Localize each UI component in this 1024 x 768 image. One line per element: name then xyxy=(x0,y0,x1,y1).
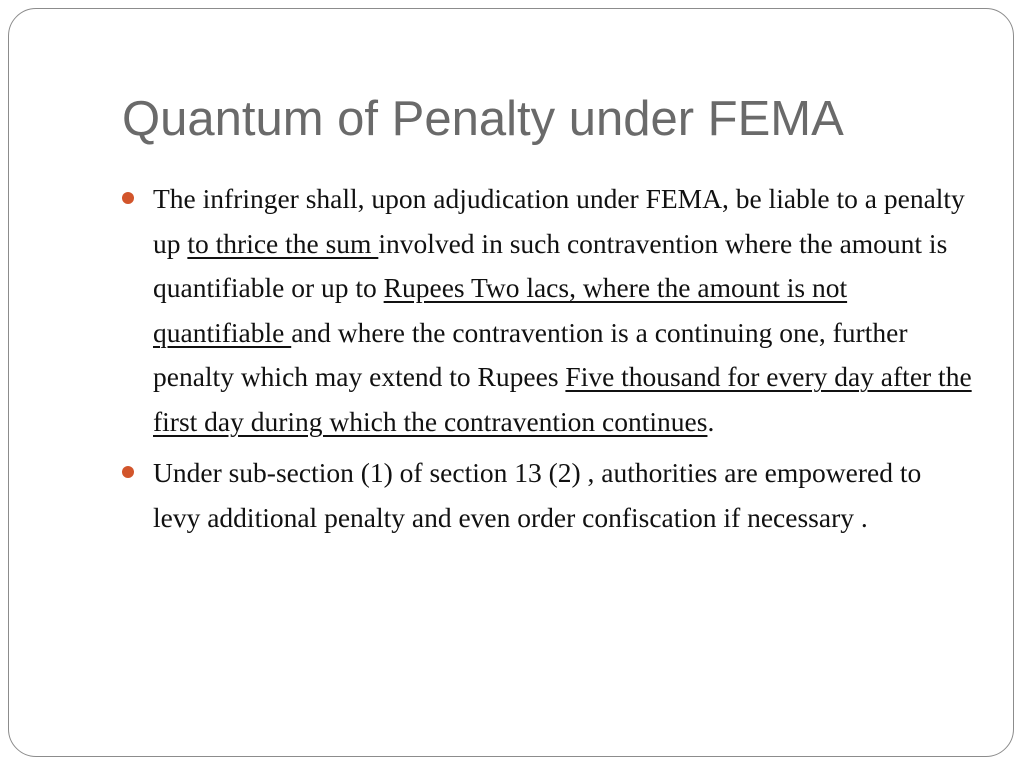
slide-title: Quantum of Penalty under FEMA xyxy=(122,92,844,146)
bullet-1-text-4: . xyxy=(707,405,715,437)
bullet-1-underlined-five-thousand: Five thousand for every day after the first day during which the contravention continues xyxy=(153,361,972,437)
bullet-1-text-3: and where the contravention is a continuing one, further penalty which may extend to Rupees xyxy=(153,316,908,392)
bullet-1-underlined-two-lacs: Rupees Two lacs, where the amount is not quantifiable xyxy=(153,272,848,348)
bullet-1-text-1: The infringer shall, upon adjudication under FEMA, be liable to a penalty up xyxy=(153,183,965,259)
bullet-2-text: Under sub-section (1) of section 13 (2) , authorities are empowered to levy additional penalty and even order confiscation if necessary . xyxy=(153,457,922,533)
bullet-item-2 xyxy=(122,451,972,540)
bullet-dot-icon xyxy=(122,466,134,478)
bullet-1-underlined-thrice: to thrice the sum xyxy=(187,227,379,259)
bullet-list xyxy=(122,177,972,547)
bullet-dot-icon xyxy=(122,192,134,204)
bullet-item-1 xyxy=(122,177,972,444)
slide-frame xyxy=(8,8,1014,757)
bullet-1-text-2: involved in such contravention where the amount is quantifiable or up to xyxy=(153,227,948,303)
